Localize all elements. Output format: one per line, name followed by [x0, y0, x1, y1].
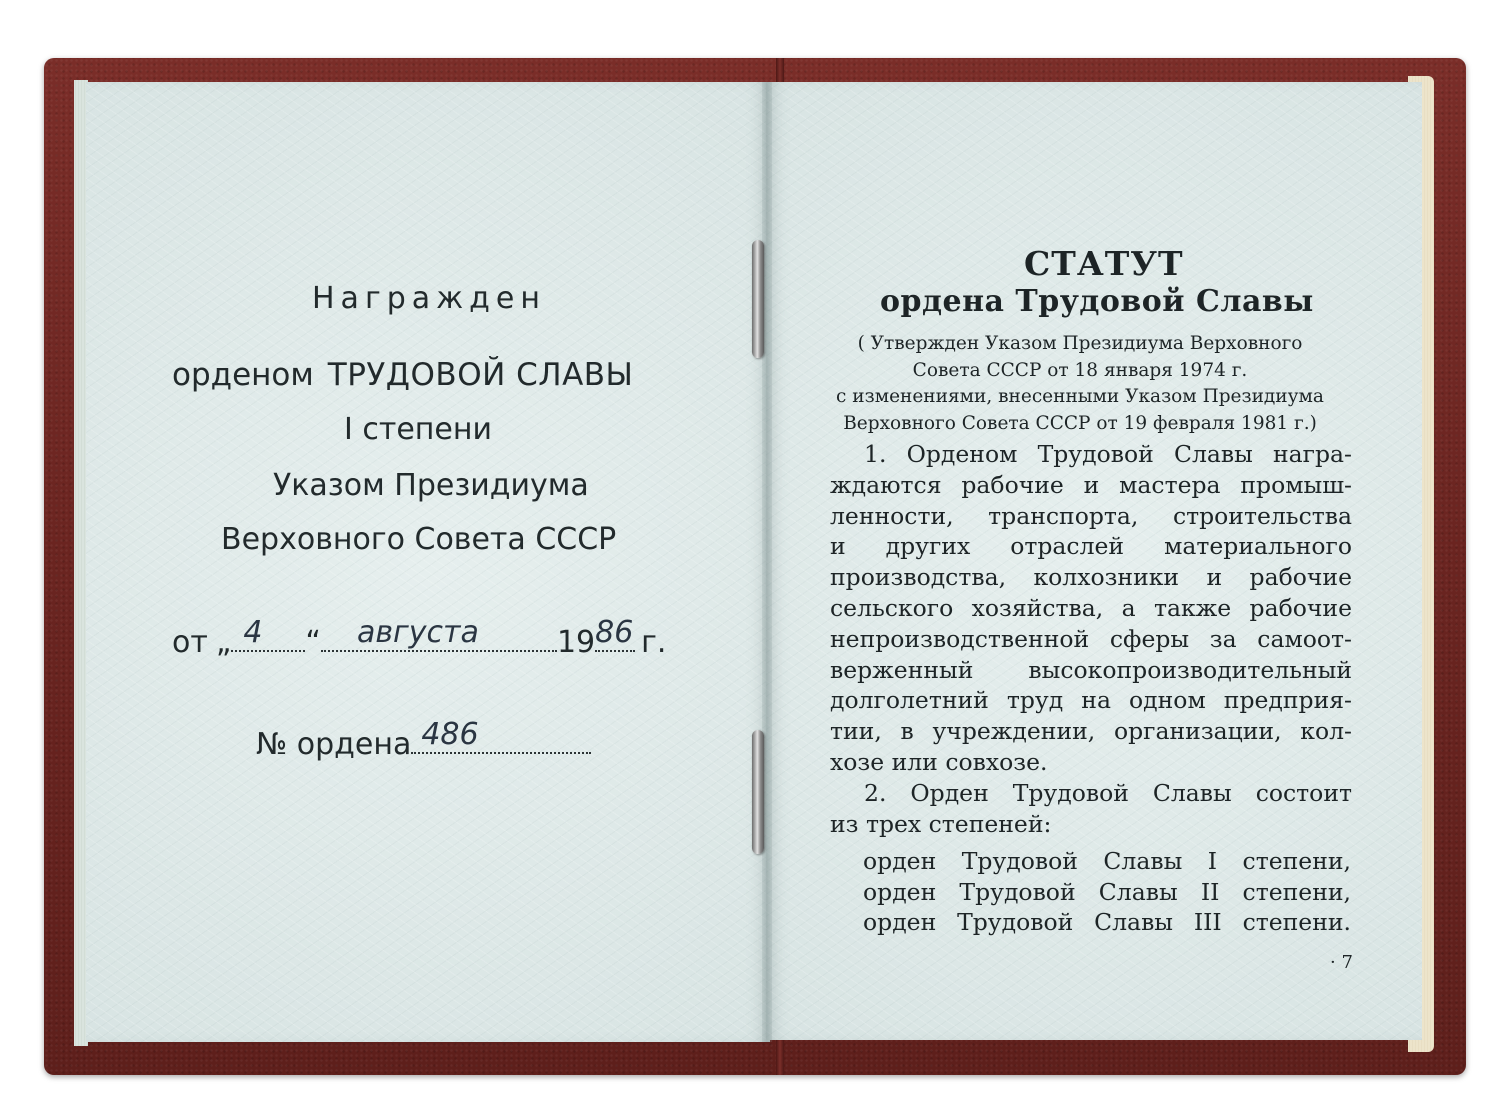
order-name: ТРУДОВОЙ СЛАВЫ — [327, 357, 634, 393]
paragraph-2-line: из трех степеней: — [830, 809, 1052, 838]
date-year-value: 86 — [595, 615, 634, 650]
date-day-value: 4 — [243, 615, 263, 650]
date-suffix: г. — [641, 625, 667, 660]
awarded-heading: Награжден — [312, 281, 546, 316]
page-number-value: 7 — [1341, 952, 1353, 973]
date-month-value: августа — [356, 615, 479, 650]
award-date-line — [172, 615, 667, 660]
paragraph-1-line: непроизводственной сферы за самоот- — [830, 624, 1352, 653]
council-line: Верховного Совета СССР — [221, 522, 617, 557]
paragraph-1-line: сельского хозяйства, а также рабочие — [830, 593, 1352, 622]
approval-line: с изменениями, внесенными Указом Президиума — [836, 386, 1324, 407]
paragraph-1-line: ждаются рабочие и мастера промыш- — [830, 470, 1352, 499]
date-day-field — [231, 615, 305, 652]
date-month-field — [321, 615, 557, 652]
date-close-quote: “ — [305, 625, 321, 660]
paragraph-1-line: и других отраслей материального — [830, 532, 1352, 561]
approval-line: Верховного Совета СССР от 19 февраля 1981 г.) — [843, 412, 1317, 434]
degree-list-item: орден Трудовой Славы III степени. — [863, 908, 1351, 936]
staple-bottom — [752, 730, 764, 854]
degree-line: I степени — [344, 412, 492, 447]
order-number-label: № ордена — [256, 727, 412, 762]
paragraph-1-line: тии, в учреждении, организации, кол- — [830, 717, 1352, 746]
statute-title: СТАТУТ — [1024, 244, 1184, 283]
decree-line: Указом Президиума — [273, 468, 589, 503]
statute-subtitle: ордена Трудовой Славы — [880, 284, 1314, 319]
paragraph-1-line: верженный высокопроизводительный — [830, 655, 1352, 684]
date-year-printed: 19 — [556, 625, 596, 660]
approval-note — [820, 331, 1340, 437]
staple-top — [752, 240, 764, 358]
paragraph-1-line: долголетний труд на одном предприя- — [830, 686, 1352, 715]
date-year-field — [595, 615, 635, 652]
paragraph-1-line: производства, колхозники и рабочие — [830, 563, 1352, 592]
paragraph-1-line: хозе или совхозе. — [830, 747, 1048, 776]
order-line — [172, 357, 633, 393]
page-number: · 7 — [1330, 952, 1353, 973]
date-open-quote: „ — [215, 625, 232, 660]
order-number-field — [411, 717, 591, 754]
paragraph-1-line: ленности, транспорта, строительства — [830, 501, 1352, 530]
degree-list-item: орден Трудовой Славы I степени, — [863, 847, 1351, 875]
paragraph-1-line: 1. Орденом Трудовой Славы награ- — [864, 440, 1352, 468]
approval-line: ( Утвержден Указом Президиума Верховного — [857, 333, 1303, 354]
paragraph-2-line: 2. Орден Трудовой Славы состоит — [864, 778, 1352, 807]
statute-body — [830, 439, 1352, 839]
left-page — [86, 82, 770, 1042]
center-fold — [762, 82, 772, 1042]
order-prefix: орденом — [172, 357, 314, 393]
degree-list — [863, 846, 1351, 938]
order-number-line — [256, 717, 591, 762]
approval-line: Совета СССР от 18 января 1974 г. — [912, 359, 1248, 381]
order-number-value: 486 — [421, 717, 479, 752]
date-prefix: от — [172, 625, 208, 660]
degree-list-item: орден Трудовой Славы II степени, — [863, 877, 1351, 906]
